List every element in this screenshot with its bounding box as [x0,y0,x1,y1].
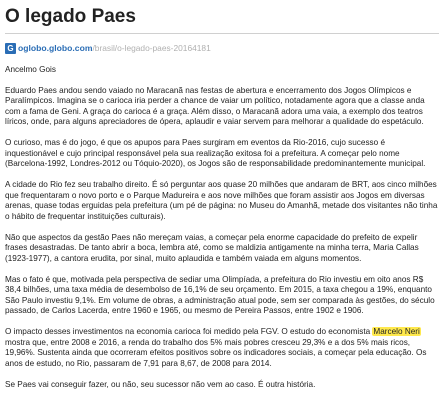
article-title: O legado Paes [5,6,136,27]
article-body [5,65,439,390]
article-paragraph: A cidade do Rio fez seu trabalho direito. É só perguntar aos quase 20 milhões que andaram de BRT, aos cinco milhões que frequentaram o novo porto e o Parque Madureira e aos nove milhões que foram assistir aos Jogos em diversas arenas, quase todas erguidas pela prefeitura (um pé de página: no Museu do Amanhã, metade dos visitantes não tinha o hábito de frequentar instituições culturais). [5,180,438,221]
author-name: Ancelmo Gois [5,65,56,74]
article-paragraph: Não que aspectos da gestão Paes não mereçam vaias, a começar pela enorme capacidade do prefeito de expelir frases desastradas. De tanto abrir a boca, lembra até, como se maldizia antigamente na minha terra, Maria Callas (1923-1977), a cantora erudita, por sinal, muito aplaudida e também vaiada em alguns momentos. [5,232,419,263]
paragraph-text: mostra que, entre 2008 e 2016, a renda do trabalho dos 5% mais pobres cresceu 29,3% e a dos 5% mais ricos, 19,96%. Sustenta ainda que ocorreram efeitos positivos sobre os indicadores sociais, a começar pela educação. Os anos de estudo, no Rio, passaram de 7,91 para 8,67, de 2008 para 2014. [5,337,427,368]
article-paragraph: O curioso, mas é do jogo, é que os apupos para Paes surgiram em eventos da Rio-2016, cujo sucesso é inquestionável e cujo principal responsável pela sua realização exitosa foi a prefeitura. A começar pelo nome (Barcelona-1992, Londres-2012 ou Tóquio-2020), os Jogos são de responsabilidade predominantemente municipal. [5,138,426,168]
article-page [0,6,443,406]
highlighted-name: Marcelo Neri [373,327,420,336]
article-paragraph [5,327,439,369]
globo-favicon-icon: G [5,43,16,54]
article-paragraph: Eduardo Paes andou sendo vaiado no Maracanã nas festas de abertura e encerramento dos Jogos Olímpicos e Paralímpicos. Imagina se o carioca iria perder a chance de vaiar um político, notadamente agora que a classe anda com a fama de Geni. A graça do carioca é a graça. Além disso, o Maracanã adora uma vaia, a exemplo dos teatros líricos, onde, para alguns apreciadores de ópera, aplaudir e vaiar servem para melhorar a qualidade do espetáculo. [5,85,425,126]
source-link[interactable] [5,41,439,55]
article-paragraph: Mas o fato é que, motivada pela perspectiva de sediar uma Olimpíada, a prefeitura do Rio investiu em oito anos R$ 38,4 bilhões, uma taxa média de desembolso de 16,1% de seu orçamento. Em 2015, a taxa chegou a 19%, enquanto São Paulo investiu 9,1%. Em volume de obras, a administração atual pode, sem ser comparada às gestões, do século passado, de Carlos Lacerda, entre 1960 e 1965, ou mesmo de Pereira Passos, entre 1902 e 1906. [5,274,435,315]
article-paragraph: Se Paes vai conseguir fazer, ou não, seu sucessor não vem ao caso. É outra história. [5,379,316,389]
title-divider [5,33,439,34]
source-path[interactable]: /brasil/o-legado-paes-20164181 [92,43,211,53]
paragraph-text: O impacto desses investimentos na economia carioca foi medido pela FGV. O estudo do economista [5,327,373,336]
source-domain[interactable]: oglobo.globo.com [18,43,93,53]
